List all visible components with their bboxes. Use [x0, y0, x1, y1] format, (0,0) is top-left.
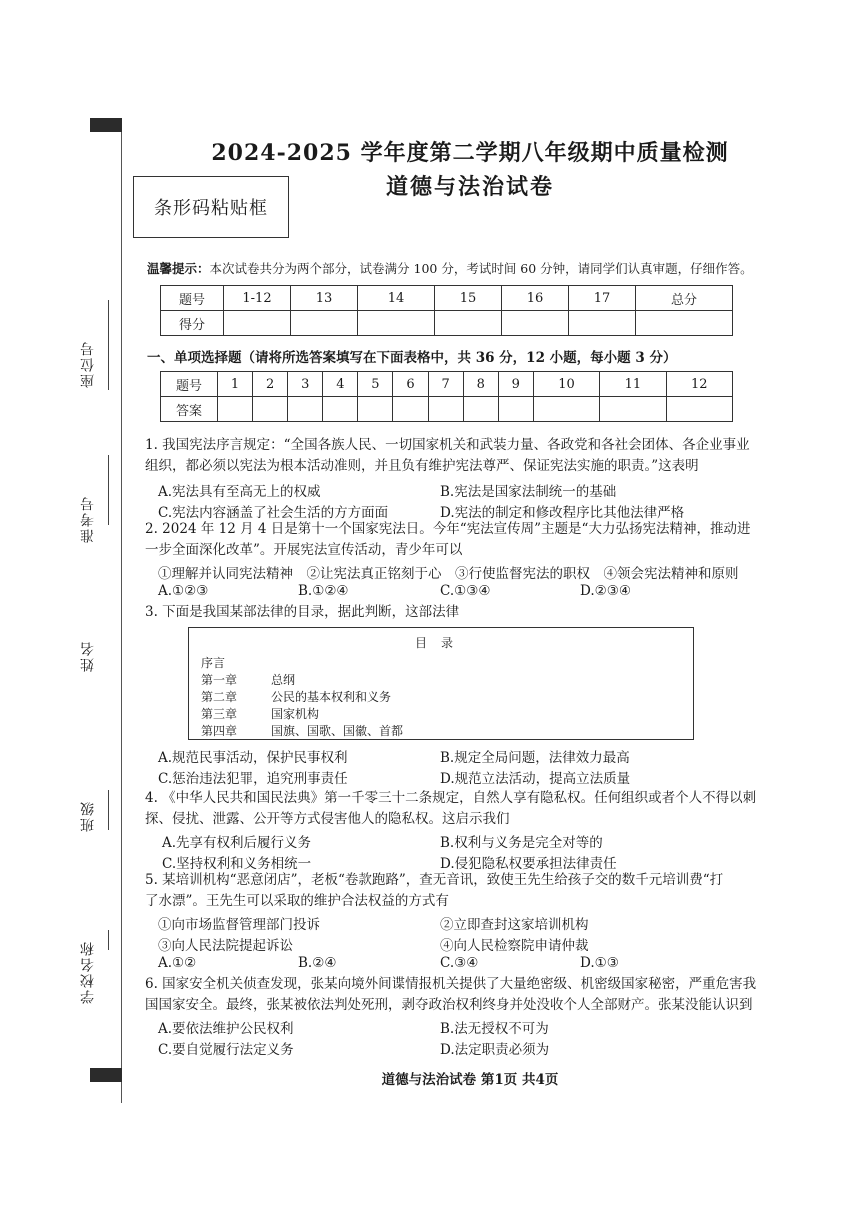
score-cell[interactable] — [291, 311, 358, 336]
q1-option-a: A.宪法具有至高无上的权威 — [158, 484, 321, 500]
question-6-stem-line1: 6. 国家安全机关侦查发现，张某向境外间谍情报机关提供了大量绝密级、机密级国家秘密，严重危害我 — [145, 976, 757, 992]
q5-statement-1: ①向市场监督管理部门投诉 — [158, 917, 320, 933]
q4-option-d: D.侵犯隐私权要承担法律责任 — [440, 856, 617, 872]
section-heading — [147, 346, 676, 366]
score-label: 得分 — [161, 311, 224, 336]
question-4-stem-line2: 探、侵扰、泄露、公开等方式侵害他人的隐私权。这启示我们 — [145, 811, 510, 827]
law-table-of-contents — [188, 627, 694, 740]
score-table-col: 1-12 — [224, 286, 291, 311]
barcode-label: 条形码粘贴框 — [154, 198, 268, 219]
toc-chapter: 序言 — [201, 656, 226, 670]
reminder-label: 温馨提示： — [147, 261, 210, 276]
question-1-stem-line2: 组织，都必须以宪法为根本活动准则，并且负有维护宪法尊严、保证宪法实施的职责。”这表明 — [145, 458, 699, 474]
answer-table-col: 1 — [218, 372, 253, 397]
answer-cell[interactable] — [218, 397, 253, 422]
side-label-class: 班级 — [80, 800, 96, 832]
answer-cell[interactable] — [463, 397, 498, 422]
toc-chapter: 第一章 — [201, 673, 238, 687]
answer-table-row-header: 题号 — [161, 372, 218, 397]
question-2-stem-line2: 一步全面深化改革”。开展宪法宣传活动，青少年可以 — [145, 542, 463, 558]
answer-cell[interactable] — [253, 397, 288, 422]
answer-table-col: 4 — [323, 372, 358, 397]
answer-cell[interactable] — [600, 397, 666, 422]
q6-option-a: A.要依法维护公民权利 — [158, 1021, 294, 1037]
binding-line — [121, 118, 122, 1103]
answer-cell[interactable] — [358, 397, 393, 422]
question-5-stem-line2: 了水漂”。王先生可以采取的维护合法权益的方式有 — [145, 893, 449, 909]
toc-row — [201, 722, 403, 739]
score-table-col: 16 — [502, 286, 569, 311]
school-name-field — [78, 930, 118, 1070]
answer-table-header-row — [161, 372, 733, 397]
q5-statement-3: ③向人民法院提起诉讼 — [158, 938, 293, 954]
score-table-score-row — [161, 311, 733, 336]
q5-statement-4: ④向人民检察院申请仲裁 — [440, 938, 589, 954]
q3-option-a: A.规范民事活动，保护民事权利 — [158, 750, 348, 766]
question-3-stem: 3. 下面是我国某部法律的目录，据此判断，这部法律 — [145, 604, 460, 620]
q6-option-b: B.法无授权不可为 — [440, 1021, 549, 1037]
q5-option-c: C.③④ — [440, 955, 479, 971]
answer-cell[interactable] — [393, 397, 428, 422]
side-label-name: 姓名 — [80, 640, 96, 672]
answer-table-col: 11 — [600, 372, 666, 397]
side-label-exam-number: 准考号 — [80, 495, 96, 543]
class-field — [78, 790, 118, 870]
toc-row — [201, 671, 295, 688]
score-table-col: 13 — [291, 286, 358, 311]
toc-row — [201, 705, 319, 722]
answer-table-col: 6 — [393, 372, 428, 397]
score-cell[interactable] — [502, 311, 569, 336]
question-2-statements: ①理解并认同宪法精神 ②让宪法真正铭刻于心 ③行使监督宪法的职权 ④领会宪法精神和原则 — [158, 566, 739, 582]
score-cell[interactable] — [569, 311, 636, 336]
score-table — [160, 285, 733, 336]
seat-number-field — [78, 300, 118, 410]
q3-option-c: C.惩治违法犯罪，追究刑事责任 — [158, 771, 348, 787]
question-1-stem-line1: 1. 我国宪法序言规定：“全国各族人民、一切国家机关和武装力量、各政党和各社会团体、各企业事业 — [145, 437, 750, 453]
side-label-school: 学校名称 — [80, 940, 96, 1004]
reminder — [147, 259, 787, 277]
answer-cell[interactable] — [666, 397, 732, 422]
reminder-text: 本次试卷共分为两个部分，试卷满分 100 分，考试时间 60 分钟，请同学们认真审题，仔细作答。 — [209, 261, 753, 276]
q1-option-c: C.宪法内容涵盖了社会生活的方方面面 — [158, 505, 389, 521]
toc-title: 国家机构 — [271, 707, 320, 721]
score-cell[interactable] — [435, 311, 502, 336]
exam-title: 2024-2025 学年度第二学期八年级期中质量检测 — [211, 140, 729, 166]
barcode-box — [133, 176, 289, 238]
q3-option-b: B.规定全局问题，法律效力最高 — [440, 750, 630, 766]
answer-cell[interactable] — [498, 397, 533, 422]
answer-cell[interactable] — [533, 397, 599, 422]
q4-option-b: B.权利与义务是完全对等的 — [440, 835, 603, 851]
question-4-stem-line1: 4. 《中华人民共和国民法典》第一千零三十二条规定，自然人享有隐私权。任何组织或者个人不得以刺 — [145, 790, 757, 806]
q6-option-d: D.法定职责必须为 — [440, 1042, 550, 1058]
toc-title: 公民的基本权利和义务 — [271, 690, 392, 704]
score-cell[interactable] — [358, 311, 435, 336]
score-cell[interactable] — [636, 311, 733, 336]
score-table-col: 15 — [435, 286, 502, 311]
exam-subtitle: 道德与法治试卷 — [385, 174, 554, 200]
answer-table-col: 7 — [428, 372, 463, 397]
answer-label: 答案 — [161, 397, 218, 422]
answer-cell[interactable] — [323, 397, 358, 422]
score-table-col: 14 — [358, 286, 435, 311]
toc-row — [201, 654, 271, 671]
question-2-stem-line1: 2. 2024 年 12 月 4 日是第十一个国家宪法日。今年“宪法宣传周”主题是“大力弘扬宪法精神，推动进 — [145, 521, 751, 537]
name-field — [78, 630, 118, 710]
side-label-seat: 座位号 — [80, 340, 96, 388]
q5-statement-2: ②立即查封这家培训机构 — [440, 917, 589, 933]
section-title: 一、单项选择题 — [147, 350, 242, 366]
answer-table-col: 9 — [498, 372, 533, 397]
binding-marker-top — [90, 118, 122, 132]
q2-option-a: A.①②③ — [158, 583, 209, 599]
page-footer: 道德与法治试卷 第1页 共4页 — [381, 1072, 559, 1088]
score-table-row-header: 题号 — [161, 286, 224, 311]
q3-option-d: D.规范立法活动，提高立法质量 — [440, 771, 631, 787]
toc-chapter: 第四章 — [201, 724, 238, 738]
exam-number-field — [78, 455, 118, 565]
answer-cell[interactable] — [428, 397, 463, 422]
answer-table-col: 8 — [463, 372, 498, 397]
q2-option-d: D.②③④ — [580, 583, 631, 599]
q1-option-d: D.宪法的制定和修改程序比其他法律严格 — [440, 505, 685, 521]
q5-option-d: D.①③ — [580, 955, 619, 971]
score-table-col: 总分 — [636, 286, 733, 311]
toc-chapter: 第二章 — [201, 690, 238, 704]
answer-table-col: 10 — [533, 372, 599, 397]
question-6-stem-line2: 国国家安全。最终，张某被依法判处死刑，剥夺政治权利终身并处没收个人全部财产。张某没能认识到 — [145, 997, 753, 1013]
q5-option-a: A.①② — [158, 955, 197, 971]
answer-table-col: 3 — [288, 372, 323, 397]
answer-table — [160, 371, 733, 422]
score-table-col: 17 — [569, 286, 636, 311]
q4-option-c: C.坚持权利和义务相统一 — [162, 856, 312, 872]
answer-table-col: 2 — [253, 372, 288, 397]
section-note: （请将所选答案填写在下面表格中，共 36 分，12 小题，每小题 3 分） — [241, 350, 677, 366]
answer-cell[interactable] — [288, 397, 323, 422]
binding-marker-bottom — [90, 1068, 122, 1082]
q5-option-b: B.②④ — [298, 955, 337, 971]
q2-option-c: C.①③④ — [440, 583, 491, 599]
score-table-header-row — [161, 286, 733, 311]
toc-heading: 目录 — [414, 636, 467, 650]
answer-table-answer-row — [161, 397, 733, 422]
answer-table-col: 12 — [666, 372, 732, 397]
q6-option-c: C.要自觉履行法定义务 — [158, 1042, 294, 1058]
score-cell[interactable] — [224, 311, 291, 336]
toc-title: 国旗、国歌、国徽、首都 — [271, 724, 404, 738]
q4-option-a: A.先享有权利后履行义务 — [162, 835, 312, 851]
question-5-stem-line1: 5. 某培训机构“恶意闭店”，老板“卷款跑路”，查无音讯，致使王先生给孩子交的数千元培训费“打 — [145, 872, 724, 888]
toc-title: 总纲 — [271, 673, 296, 687]
answer-table-col: 5 — [358, 372, 393, 397]
toc-row — [201, 688, 391, 705]
q1-option-b: B.宪法是国家法制统一的基础 — [440, 484, 617, 500]
toc-chapter: 第三章 — [201, 707, 238, 721]
q2-option-b: B.①②④ — [298, 583, 349, 599]
